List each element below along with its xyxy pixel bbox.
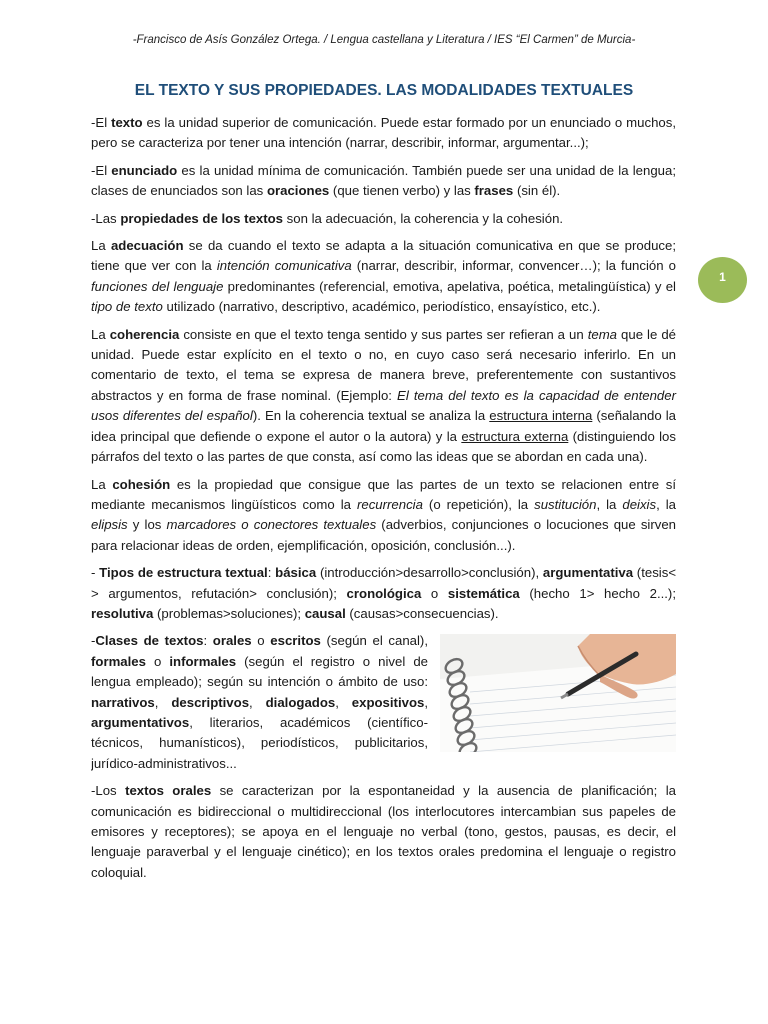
paragraph-coherencia: La coherencia consiste en que el texto tenga sentido y sus partes ser refieran a un tema que le dé unidad. Puede estar explícito en el texto o no, en cuyo caso será necesario inferirlo. En un comentario de texto, el tema se expresa de manera breve, preferentemente con sustantivos abstractos y en forma de frase nominal. (Ejemplo: El tema del texto es la capacidad de entender usos diferentes del español). En la coherencia textual se analiza la estructura interna (señalando la idea principal que defiende o expone el autor o la autora) y la estructura externa (distinguiendo los párrafos del texto o las partes de que consta, así como las ideas que se abordan en cada una). <box>91 326 676 465</box>
paragraph-textos-orales: -Los textos orales se caracterizan por la espontaneidad y la ausencia de planificación; la comunicación es bidireccional o multidireccional (los interlocutores intercambian sus papeles de emisores y receptores); se apoya en el lenguaje no verbal (tono, gestos, pausas, es decir, el lenguaje paraverbal y el lenguaje cinético); en los textos orales predomina el lenguaje o registro coloquial. <box>91 783 676 880</box>
document-body <box>91 113 676 890</box>
paragraph-cohesion: La cohesión es la propiedad que consigue que las partes de un texto se relacionen entre sí mediante mecanismos lingüísticos como la recurrencia (o repetición), la sustitución, la deixis, la elipsis y los marcadores o conectores textuales (adverbios, conjunciones o locuciones que sirven para relacionar ideas de orden, ejemplificación, oposición, conclusión...). <box>91 476 677 553</box>
hand-writing-notebook-image <box>440 634 676 752</box>
page-header: -Francisco de Asís González Ortega. / Lengua castellana y Literatura / IES “El Carmen” de Murcia- <box>132 34 636 46</box>
page-title: EL TEXTO Y SUS PROPIEDADES. LAS MODALIDADES TEXTUALES <box>134 82 634 99</box>
paragraph-texto: -El texto es la unidad superior de comunicación. Puede estar formado por un enunciado o muchos, pero se caracteriza por tener una intención (narrar, describir, informar, argumentar...); <box>91 115 676 151</box>
clases-section <box>91 631 676 774</box>
paragraph-enunciado: -El enunciado es la unidad mínima de comunicación. También puede ser una unidad de la lengua; clases de enunciados son las oraciones (que tienen verbo) y las frases (sin él). <box>91 162 677 199</box>
paragraph-tipos-estructura: - Tipos de estructura textual: básica (introducción>desarrollo>conclusión), argumentativa (tesis< > argumentos, refutación> conclusión); cronológica o sistemática (hecho 1> hecho 2...); resolutiva (problemas>soluciones); causal (causas>consecuencias). <box>91 565 677 621</box>
paragraph-clases-textos: -Clases de textos: orales o escritos (según el canal), formales o informales (según el registro o nivel de lengua empleado); según su intención o ámbito de uso: narrativos, descriptivos, dialogados, expositivos, argumentativos, literarios, académicos (científico-técnicos, humanísticos), periodísticos, publicitarios, jurídico-administrativos... <box>91 633 429 771</box>
page-number-badge: 1 <box>698 257 747 303</box>
paragraph-propiedades: -Las propiedades de los textos son la adecuación, la coherencia y la cohesión. <box>91 210 564 226</box>
paragraph-adecuacion: La adecuación se da cuando el texto se adapta a la situación comunicativa en que se produce; tiene que ver con la intención comunicativa (narrar, describir, informar, convencer…); la función o funciones del lenguaje predominantes (referencial, emotiva, apelativa, poética, metalingüística) y el tipo de texto utilizado (narrativo, descriptivo, académico, periodístico, ensayístico, etc.). <box>91 238 676 315</box>
